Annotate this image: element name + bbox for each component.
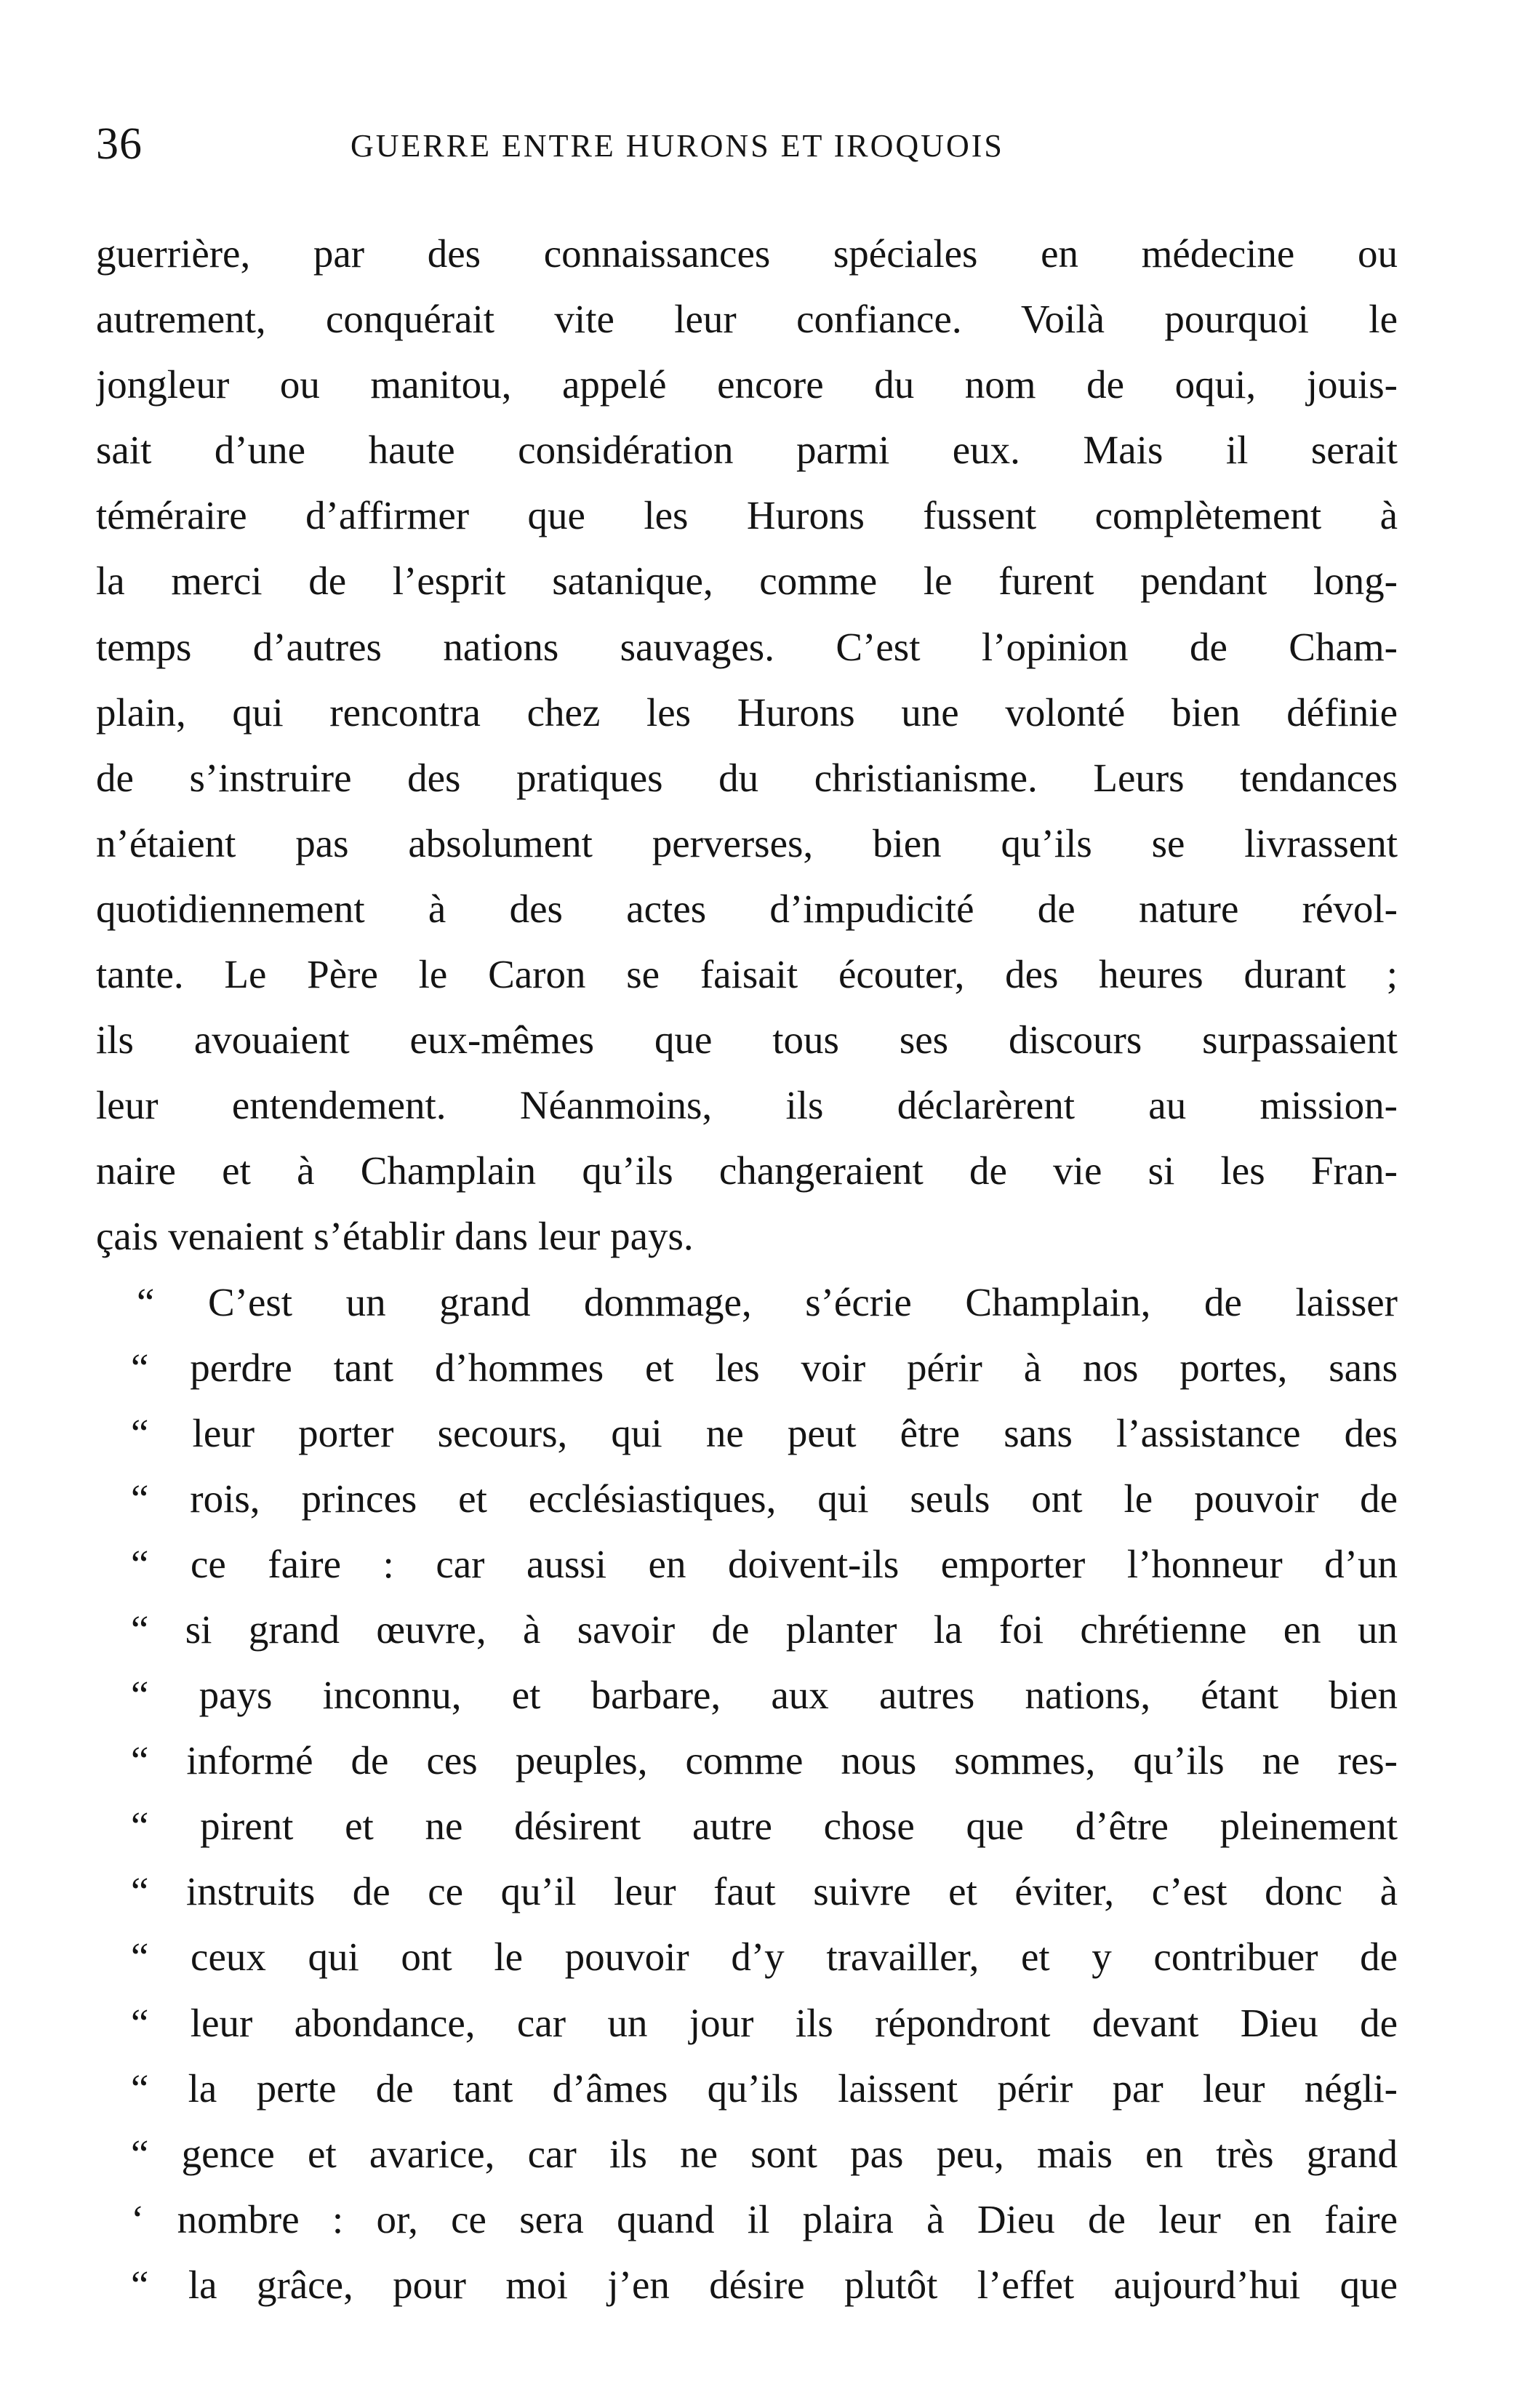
text-line: autrement, conquérait vite leur confiance. Voilà pourquoi le [96,297,1398,342]
text-line: “ si grand œuvre, à savoir de planter la foi chrétienne en un [131,1607,1398,1652]
text-line: la merci de l’esprit satanique, comme le furent pendant long- [96,559,1398,604]
text-line: de s’instruire des pratiques du christianisme. Leurs tendances [96,755,1398,800]
text-line: çais venaient s’établir dans leur pays. [96,1214,694,1259]
text-line: “ pays inconnu, et barbare, aux autres nations, étant bien [131,1673,1398,1718]
text-line: “ la grâce, pour moi j’en désire plutôt l’effet aujourd’hui que [131,2262,1398,2307]
text-line: “ gence et avarice, car ils ne sont pas peu, mais en très grand [131,2131,1398,2176]
text-line: “ leur porter secours, qui ne peut être sans l’assistance des [131,1410,1398,1455]
text-line: leur entendement. Néanmoins, ils déclarèrent au mission- [96,1083,1398,1128]
running-title: GUERRE ENTRE HURONS ET IROQUOIS [351,128,1004,164]
paragraph-2-quotation [96,1270,1398,2319]
text-line: sait d’une haute considération parmi eux. Mais il serait [96,428,1398,473]
paragraph-1 [96,221,1398,1270]
text-line: n’étaient pas absolument perverses, bien qu’ils se livrassent [96,820,1398,865]
text-line: “ pirent et ne désirent autre chose que d’être pleinement [131,1804,1398,1849]
text-line: “ rois, princes et ecclésiastiques, qui seuls ont le pouvoir de [131,1476,1398,1521]
text-line: “ instruits de ce qu’il leur faut suivre et éviter, c’est donc à [131,1869,1398,1914]
text-line: “ ce faire : car aussi en doivent-ils emporter l’honneur d’un [131,1541,1398,1586]
page-header [96,115,1398,173]
text-line: “ C’est un grand dommage, s’écrie Champlain, de laisser [137,1279,1398,1324]
text-line: temps d’autres nations sauvages. C’est l’opinion de Cham- [96,624,1398,669]
text-line: jongleur ou manitou, appelé encore du nom de oqui, jouis- [96,362,1398,407]
text-line: “ ceux qui ont le pouvoir d’y travailler, et y contribuer de [131,1935,1398,1980]
text-line: “ leur abondance, car un jour ils répondront devant Dieu de [131,2000,1398,2045]
text-line: “ la perte de tant d’âmes qu’ils laissent périr par leur négli- [131,2065,1398,2111]
text-line: plain, qui rencontra chez les Hurons une volonté bien définie [96,689,1398,735]
text-line: “ perdre tant d’hommes et les voir périr à nos portes, sans [131,1345,1398,1390]
text-line: guerrière, par des connaissances spéciales en médecine ou [96,231,1398,276]
text-line: quotidiennement à des actes d’impudicité de nature révol- [96,886,1398,931]
text-line: “ informé de ces peuples, comme nous sommes, qu’ils ne res- [131,1738,1398,1783]
text-line: tante. Le Père le Caron se faisait écouter, des heures durant ; [96,952,1398,997]
text-line: ils avouaient eux-mêmes que tous ses discours surpassaient [96,1017,1398,1063]
text-line: ‘ nombre : or, ce sera quand il plaira à Dieu de leur en faire [131,2196,1398,2241]
page-number: 36 [96,119,143,169]
text-line: téméraire d’affirmer que les Hurons fussent complètement à [96,493,1398,538]
text-line: naire et à Champlain qu’ils changeraient de vie si les Fran- [96,1148,1398,1193]
body-text [96,221,1398,2318]
